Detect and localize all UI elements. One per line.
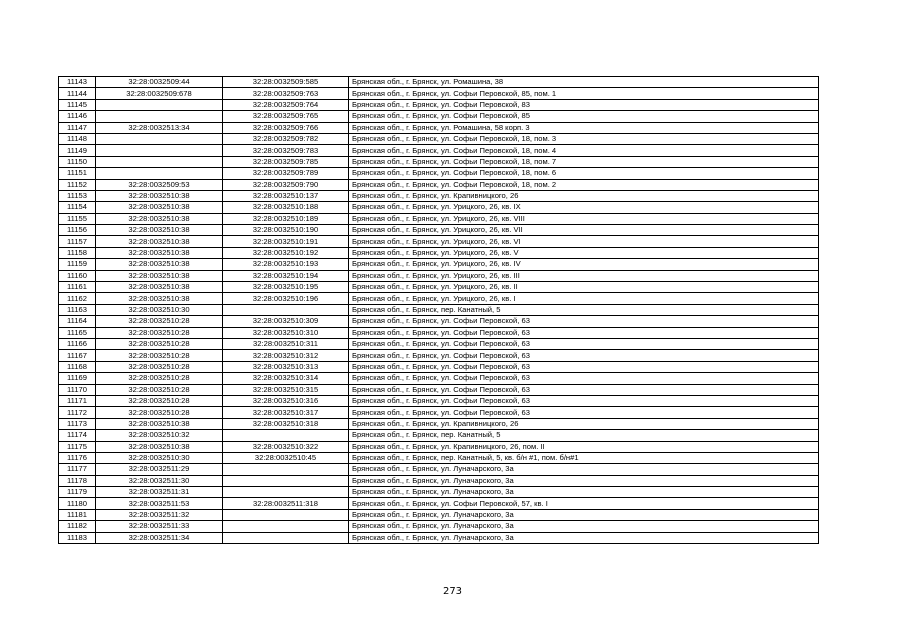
cadastral-number-cell: 32:28:0032509:790	[223, 179, 349, 190]
table-row	[59, 213, 819, 224]
cadastral-number-cell	[223, 509, 349, 520]
address-cell: Брянская обл., г. Брянск, ул. Урицкого, 26, кв. IV	[349, 259, 819, 270]
row-number-cell: 11156	[59, 225, 96, 236]
row-number-cell: 11153	[59, 190, 96, 201]
cadastral-number-cell: 32:28:0032510:322	[223, 441, 349, 452]
row-number-cell: 11154	[59, 202, 96, 213]
address-cell: Брянская обл., г. Брянск, ул. Крапивницкого, 26, пом. II	[349, 441, 819, 452]
table-row	[59, 498, 819, 509]
row-number-cell: 11150	[59, 156, 96, 167]
cadastral-number-cell: 32:28:0032509:789	[223, 168, 349, 179]
table-row	[59, 373, 819, 384]
address-cell: Брянская обл., г. Брянск, ул. Луначарского, 3а	[349, 475, 819, 486]
cadastral-number-cell: 32:28:0032510:193	[223, 259, 349, 270]
address-cell: Брянская обл., г. Брянск, ул. Софьи Перовской, 63	[349, 384, 819, 395]
address-cell: Брянская обл., г. Брянск, ул. Софьи Перовской, 18, пом. 6	[349, 168, 819, 179]
address-cell: Брянская обл., г. Брянск, ул. Софьи Перовской, 83	[349, 99, 819, 110]
address-cell: Брянская обл., г. Брянск, пер. Канатный, 5	[349, 304, 819, 315]
cadastral-registry-table	[58, 76, 819, 544]
parent-cadastral-number-cell: 32:28:0032510:28	[96, 316, 223, 327]
cadastral-number-cell: 32:28:0032509:765	[223, 111, 349, 122]
table-row	[59, 88, 819, 99]
parent-cadastral-number-cell: 32:28:0032509:53	[96, 179, 223, 190]
parent-cadastral-number-cell: 32:28:0032511:32	[96, 509, 223, 520]
cadastral-number-cell: 32:28:0032510:315	[223, 384, 349, 395]
row-number-cell: 11164	[59, 316, 96, 327]
table-row	[59, 247, 819, 258]
address-cell: Брянская обл., г. Брянск, ул. Софьи Перовской, 63	[349, 361, 819, 372]
address-cell: Брянская обл., г. Брянск, ул. Крапивницкого, 26	[349, 418, 819, 429]
parent-cadastral-number-cell: 32:28:0032510:28	[96, 395, 223, 406]
parent-cadastral-number-cell: 32:28:0032510:38	[96, 202, 223, 213]
address-cell: Брянская обл., г. Брянск, ул. Софьи Перовской, 63	[349, 395, 819, 406]
table-row	[59, 452, 819, 463]
row-number-cell: 11179	[59, 487, 96, 498]
row-number-cell: 11180	[59, 498, 96, 509]
address-cell: Брянская обл., г. Брянск, пер. Канатный, 5, кв. б/н #1, пом. б/н#1	[349, 452, 819, 463]
address-cell: Брянская обл., г. Брянск, ул. Урицкого, 26, кв. V	[349, 247, 819, 258]
parent-cadastral-number-cell: 32:28:0032510:38	[96, 282, 223, 293]
parent-cadastral-number-cell: 32:28:0032510:38	[96, 236, 223, 247]
cadastral-number-cell: 32:28:0032509:782	[223, 133, 349, 144]
row-number-cell: 11149	[59, 145, 96, 156]
parent-cadastral-number-cell	[96, 133, 223, 144]
table-row	[59, 487, 819, 498]
address-cell: Брянская обл., г. Брянск, ул. Крапивницкого, 26	[349, 190, 819, 201]
address-cell: Брянская обл., г. Брянск, ул. Урицкого, 26, кв. VII	[349, 225, 819, 236]
row-number-cell: 11167	[59, 350, 96, 361]
cadastral-number-cell	[223, 430, 349, 441]
row-number-cell: 11166	[59, 338, 96, 349]
address-cell: Брянская обл., г. Брянск, ул. Софьи Перовской, 63	[349, 407, 819, 418]
cadastral-number-cell	[223, 475, 349, 486]
page-number: 273	[442, 586, 463, 597]
row-number-cell: 11172	[59, 407, 96, 418]
row-number-cell: 11157	[59, 236, 96, 247]
table-row	[59, 270, 819, 281]
row-number-cell: 11145	[59, 99, 96, 110]
table-row	[59, 304, 819, 315]
address-cell: Брянская обл., г. Брянск, ул. Софьи Перовской, 63	[349, 316, 819, 327]
table-row	[59, 464, 819, 475]
row-number-cell: 11182	[59, 521, 96, 532]
table-row	[59, 338, 819, 349]
cadastral-number-cell: 32:28:0032510:194	[223, 270, 349, 281]
parent-cadastral-number-cell: 32:28:0032510:38	[96, 259, 223, 270]
row-number-cell: 11146	[59, 111, 96, 122]
parent-cadastral-number-cell: 32:28:0032510:38	[96, 247, 223, 258]
table-row	[59, 532, 819, 543]
cadastral-number-cell: 32:28:0032510:189	[223, 213, 349, 224]
parent-cadastral-number-cell: 32:28:0032510:38	[96, 190, 223, 201]
table-row	[59, 316, 819, 327]
cadastral-number-cell: 32:28:0032510:316	[223, 395, 349, 406]
row-number-cell: 11174	[59, 430, 96, 441]
parent-cadastral-number-cell: 32:28:0032509:44	[96, 77, 223, 88]
address-cell: Брянская обл., г. Брянск, ул. Софьи Перовской, 63	[349, 350, 819, 361]
cadastral-number-cell: 32:28:0032510:313	[223, 361, 349, 372]
table-row	[59, 430, 819, 441]
cadastral-number-cell: 32:28:0032510:191	[223, 236, 349, 247]
address-cell: Брянская обл., г. Брянск, ул. Софьи Перовской, 18, пом. 3	[349, 133, 819, 144]
row-number-cell: 11148	[59, 133, 96, 144]
parent-cadastral-number-cell: 32:28:0032510:28	[96, 407, 223, 418]
parent-cadastral-number-cell: 32:28:0032510:38	[96, 213, 223, 224]
row-number-cell: 11151	[59, 168, 96, 179]
table-row	[59, 475, 819, 486]
address-cell: Брянская обл., г. Брянск, ул. Софьи Перовской, 63	[349, 373, 819, 384]
parent-cadastral-number-cell: 32:28:0032510:28	[96, 384, 223, 395]
table-row	[59, 225, 819, 236]
table-row	[59, 145, 819, 156]
cadastral-number-cell: 32:28:0032510:317	[223, 407, 349, 418]
parent-cadastral-number-cell	[96, 111, 223, 122]
row-number-cell: 11183	[59, 532, 96, 543]
parent-cadastral-number-cell	[96, 168, 223, 179]
cadastral-number-cell: 32:28:0032510:45	[223, 452, 349, 463]
table-body	[59, 77, 819, 544]
parent-cadastral-number-cell: 32:28:0032510:28	[96, 327, 223, 338]
parent-cadastral-number-cell: 32:28:0032511:31	[96, 487, 223, 498]
table-row	[59, 111, 819, 122]
table-row	[59, 259, 819, 270]
address-cell: Брянская обл., г. Брянск, ул. Урицкого, 26, кв. III	[349, 270, 819, 281]
table-row	[59, 395, 819, 406]
table-row	[59, 190, 819, 201]
row-number-cell: 11147	[59, 122, 96, 133]
address-cell: Брянская обл., г. Брянск, ул. Луначарского, 3а	[349, 509, 819, 520]
cadastral-number-cell: 32:28:0032509:766	[223, 122, 349, 133]
row-number-cell: 11176	[59, 452, 96, 463]
table-row	[59, 407, 819, 418]
cadastral-number-cell: 32:28:0032510:311	[223, 338, 349, 349]
table-row	[59, 179, 819, 190]
parent-cadastral-number-cell: 32:28:0032510:30	[96, 304, 223, 315]
cadastral-number-cell: 32:28:0032510:188	[223, 202, 349, 213]
table-row	[59, 122, 819, 133]
parent-cadastral-number-cell: 32:28:0032509:678	[96, 88, 223, 99]
address-cell: Брянская обл., г. Брянск, ул. Софьи Перовской, 18, пом. 4	[349, 145, 819, 156]
parent-cadastral-number-cell: 32:28:0032510:38	[96, 293, 223, 304]
parent-cadastral-number-cell: 32:28:0032510:38	[96, 441, 223, 452]
table-row	[59, 77, 819, 88]
cadastral-number-cell: 32:28:0032510:190	[223, 225, 349, 236]
table-row	[59, 202, 819, 213]
cadastral-number-cell	[223, 464, 349, 475]
cadastral-number-cell: 32:28:0032509:763	[223, 88, 349, 99]
address-cell: Брянская обл., г. Брянск, ул. Софьи Перовской, 85, пом. 1	[349, 88, 819, 99]
table-row	[59, 293, 819, 304]
row-number-cell: 11155	[59, 213, 96, 224]
address-cell: Брянская обл., г. Брянск, ул. Луначарского, 3а	[349, 532, 819, 543]
parent-cadastral-number-cell: 32:28:0032510:30	[96, 452, 223, 463]
row-number-cell: 11159	[59, 259, 96, 270]
row-number-cell: 11181	[59, 509, 96, 520]
cadastral-number-cell: 32:28:0032509:783	[223, 145, 349, 156]
row-number-cell: 11178	[59, 475, 96, 486]
address-cell: Брянская обл., г. Брянск, ул. Луначарского, 3а	[349, 487, 819, 498]
table-row	[59, 156, 819, 167]
row-number-cell: 11160	[59, 270, 96, 281]
cadastral-number-cell: 32:28:0032510:196	[223, 293, 349, 304]
parent-cadastral-number-cell: 32:28:0032511:34	[96, 532, 223, 543]
row-number-cell: 11169	[59, 373, 96, 384]
cadastral-number-cell	[223, 304, 349, 315]
table-row	[59, 236, 819, 247]
address-cell: Брянская обл., г. Брянск, ул. Софьи Перовской, 18, пом. 2	[349, 179, 819, 190]
cadastral-number-cell: 32:28:0032509:585	[223, 77, 349, 88]
table-row	[59, 418, 819, 429]
parent-cadastral-number-cell	[96, 145, 223, 156]
parent-cadastral-number-cell: 32:28:0032513:34	[96, 122, 223, 133]
row-number-cell: 11158	[59, 247, 96, 258]
cadastral-number-cell: 32:28:0032510:137	[223, 190, 349, 201]
address-cell: Брянская обл., г. Брянск, ул. Софьи Перовской, 85	[349, 111, 819, 122]
table-row	[59, 509, 819, 520]
table-row	[59, 133, 819, 144]
row-number-cell: 11173	[59, 418, 96, 429]
row-number-cell: 11161	[59, 282, 96, 293]
cadastral-number-cell: 32:28:0032511:318	[223, 498, 349, 509]
parent-cadastral-number-cell: 32:28:0032510:38	[96, 225, 223, 236]
parent-cadastral-number-cell: 32:28:0032510:38	[96, 418, 223, 429]
row-number-cell: 11144	[59, 88, 96, 99]
row-number-cell: 11165	[59, 327, 96, 338]
parent-cadastral-number-cell: 32:28:0032511:29	[96, 464, 223, 475]
table-row	[59, 361, 819, 372]
row-number-cell: 11162	[59, 293, 96, 304]
cadastral-number-cell	[223, 532, 349, 543]
cadastral-number-cell: 32:28:0032510:318	[223, 418, 349, 429]
parent-cadastral-number-cell: 32:28:0032510:28	[96, 361, 223, 372]
address-cell: Брянская обл., г. Брянск, ул. Ромашина, 58 корп. 3	[349, 122, 819, 133]
address-cell: Брянская обл., г. Брянск, ул. Софьи Перовской, 63	[349, 338, 819, 349]
address-cell: Брянская обл., г. Брянск, ул. Луначарского, 3а	[349, 464, 819, 475]
parent-cadastral-number-cell: 32:28:0032510:28	[96, 338, 223, 349]
table-row	[59, 282, 819, 293]
parent-cadastral-number-cell: 32:28:0032510:38	[96, 270, 223, 281]
parent-cadastral-number-cell: 32:28:0032511:30	[96, 475, 223, 486]
cadastral-number-cell: 32:28:0032509:785	[223, 156, 349, 167]
cadastral-number-cell: 32:28:0032510:192	[223, 247, 349, 258]
parent-cadastral-number-cell: 32:28:0032511:53	[96, 498, 223, 509]
row-number-cell: 11170	[59, 384, 96, 395]
row-number-cell: 11171	[59, 395, 96, 406]
cadastral-number-cell: 32:28:0032510:310	[223, 327, 349, 338]
row-number-cell: 11177	[59, 464, 96, 475]
address-cell: Брянская обл., г. Брянск, ул. Урицкого, 26, кв. I	[349, 293, 819, 304]
row-number-cell: 11163	[59, 304, 96, 315]
cadastral-number-cell: 32:28:0032510:314	[223, 373, 349, 384]
address-cell: Брянская обл., г. Брянск, ул. Софьи Перовской, 18, пом. 7	[349, 156, 819, 167]
table-row	[59, 521, 819, 532]
cadastral-number-cell: 32:28:0032510:309	[223, 316, 349, 327]
parent-cadastral-number-cell	[96, 156, 223, 167]
address-cell: Брянская обл., г. Брянск, ул. Урицкого, 26, кв. II	[349, 282, 819, 293]
table-row	[59, 327, 819, 338]
parent-cadastral-number-cell: 32:28:0032511:33	[96, 521, 223, 532]
cadastral-number-cell	[223, 487, 349, 498]
row-number-cell: 11143	[59, 77, 96, 88]
table-row	[59, 441, 819, 452]
row-number-cell: 11175	[59, 441, 96, 452]
cadastral-number-cell	[223, 521, 349, 532]
address-cell: Брянская обл., г. Брянск, ул. Ромашина, 38	[349, 77, 819, 88]
address-cell: Брянская обл., г. Брянск, ул. Луначарского, 3а	[349, 521, 819, 532]
cadastral-number-cell: 32:28:0032510:195	[223, 282, 349, 293]
address-cell: Брянская обл., г. Брянск, ул. Софьи Перовской, 63	[349, 327, 819, 338]
table-row	[59, 99, 819, 110]
address-cell: Брянская обл., г. Брянск, ул. Софьи Перовской, 57, кв. I	[349, 498, 819, 509]
parent-cadastral-number-cell: 32:28:0032510:28	[96, 350, 223, 361]
table-row	[59, 168, 819, 179]
cadastral-number-cell: 32:28:0032509:764	[223, 99, 349, 110]
cadastral-number-cell: 32:28:0032510:312	[223, 350, 349, 361]
table-row	[59, 350, 819, 361]
table-row	[59, 384, 819, 395]
address-cell: Брянская обл., г. Брянск, ул. Урицкого, 26, кв. IX	[349, 202, 819, 213]
address-cell: Брянская обл., г. Брянск, пер. Канатный, 5	[349, 430, 819, 441]
address-cell: Брянская обл., г. Брянск, ул. Урицкого, 26, кв. VIII	[349, 213, 819, 224]
parent-cadastral-number-cell	[96, 99, 223, 110]
row-number-cell: 11152	[59, 179, 96, 190]
parent-cadastral-number-cell: 32:28:0032510:32	[96, 430, 223, 441]
row-number-cell: 11168	[59, 361, 96, 372]
address-cell: Брянская обл., г. Брянск, ул. Урицкого, 26, кв. VI	[349, 236, 819, 247]
parent-cadastral-number-cell: 32:28:0032510:28	[96, 373, 223, 384]
